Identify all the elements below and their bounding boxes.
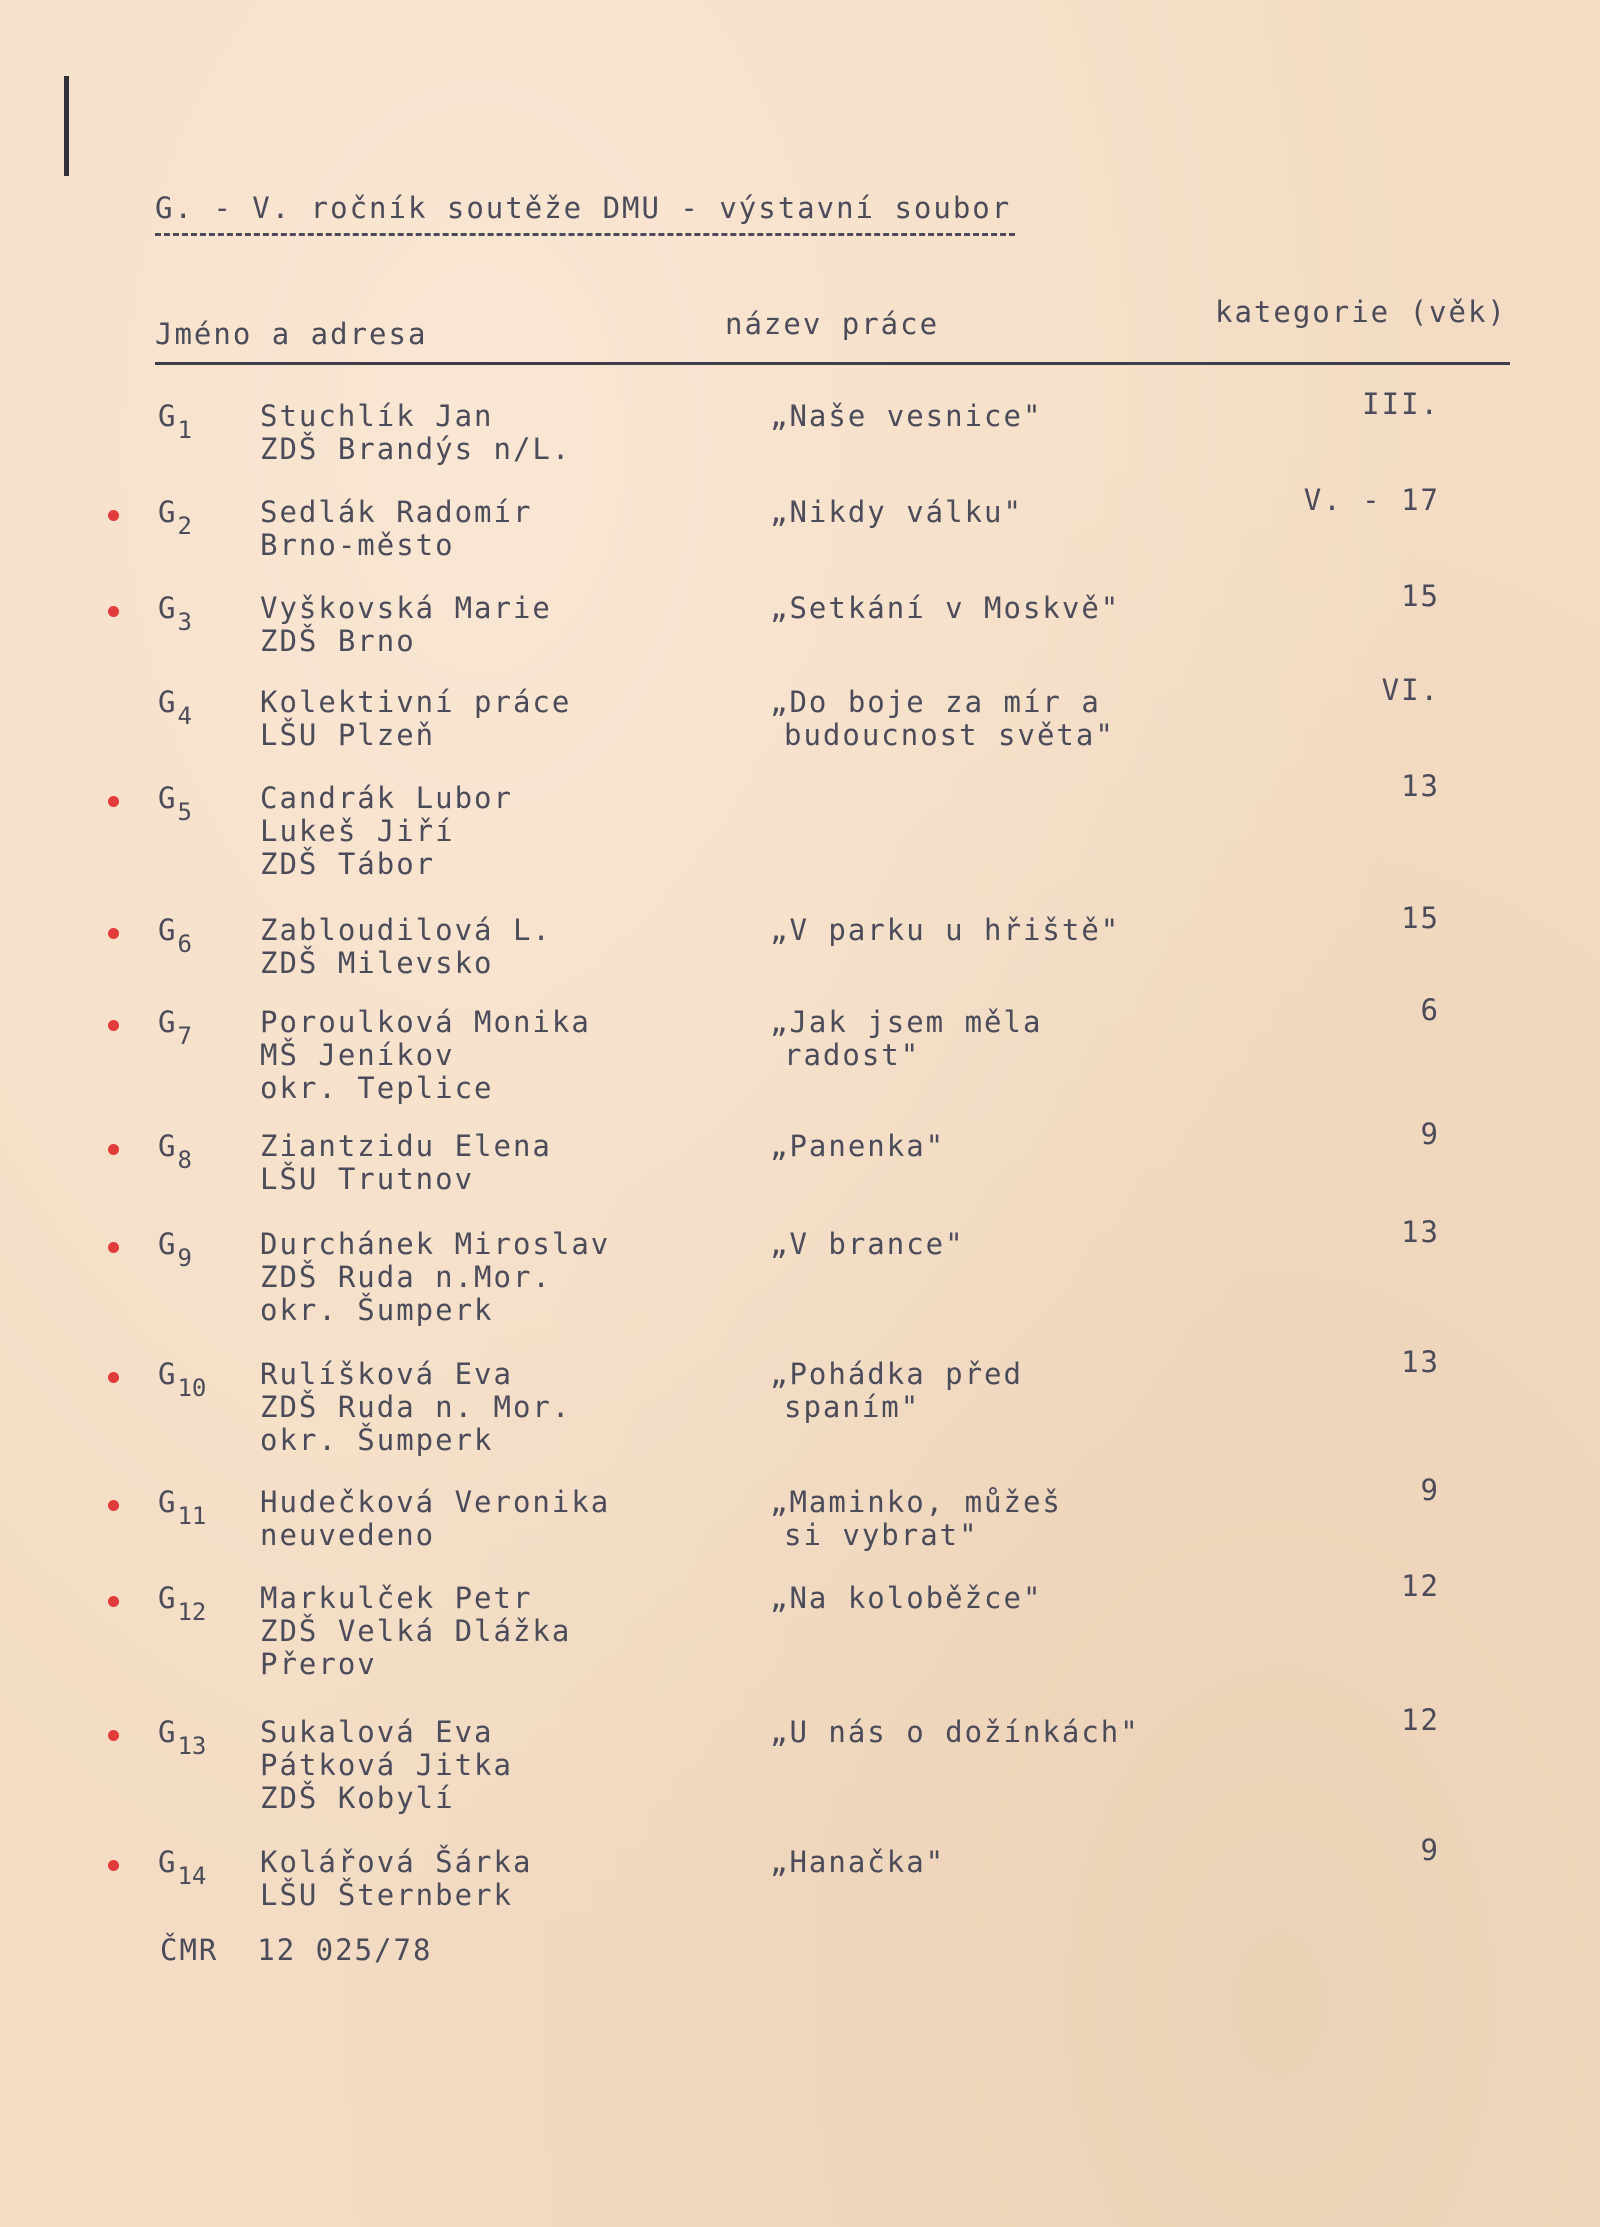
entry-work-line: „Nikdy válku" [770, 495, 1023, 529]
entry-name-line: Poroulková Monika [260, 1005, 591, 1039]
entry-code-number: 7 [177, 1022, 192, 1050]
entry-category: VI. [1381, 673, 1440, 707]
entry-name-line: okr. Šumperk [260, 1293, 494, 1327]
entry-work-line: radost" [784, 1038, 921, 1072]
entry-code [158, 914, 192, 961]
entry-work-line: „Jak jsem měla [770, 1005, 1043, 1039]
entry-work-title [770, 496, 1023, 529]
entry-name-line: Zabloudilová L. [260, 913, 552, 947]
entry-name-line: Durchánek Miroslav [260, 1227, 611, 1261]
entry-code [158, 592, 192, 639]
entry-name-address [260, 400, 571, 466]
red-dot-marker [108, 1730, 119, 1741]
entry-category: 9 [1420, 1473, 1440, 1507]
entry-work-line: „V parku u hřiště" [770, 913, 1121, 947]
entry-work-line: „Pohádka před [770, 1357, 1023, 1391]
entry-code-number: 1 [177, 416, 192, 444]
entry-name-line: Pátková Jitka [260, 1748, 513, 1782]
entry-work-title [770, 1716, 1140, 1749]
entry-work-title [770, 914, 1120, 947]
header-rule [155, 362, 1510, 365]
red-dot-marker [108, 796, 119, 807]
red-dot-marker [108, 1372, 119, 1383]
entry-name-address [260, 914, 552, 980]
entry-code [158, 1130, 192, 1177]
entry-code-number: 4 [177, 702, 192, 730]
entry-name-line: LŠU Šternberk [260, 1878, 513, 1912]
margin-bar [64, 76, 69, 176]
entry-code-number: 11 [177, 1502, 207, 1530]
entry-name-line: ZDŠ Milevsko [260, 946, 494, 980]
entry-name-line: Stuchlík Jan [260, 399, 494, 433]
entry-category: 13 [1401, 1345, 1440, 1379]
column-header-work-title: název práce [725, 307, 940, 341]
entry-name-line: Sedlák Radomír [260, 495, 533, 529]
entry-code-letter: G [158, 913, 178, 947]
entry-work-line: „Panenka" [770, 1129, 946, 1163]
entry-code-letter: G [158, 781, 178, 815]
entry-code-letter: G [158, 399, 178, 433]
entry-category: 9 [1420, 1117, 1440, 1151]
entry-code-number: 12 [177, 1598, 207, 1626]
entry-name-line: ZDŠ Ruda n.Mor. [260, 1260, 552, 1294]
entry-work-line: „Maminko, můžeš [770, 1485, 1062, 1519]
entry-name-line: Markulček Petr [260, 1581, 533, 1615]
entry-category: 9 [1420, 1833, 1440, 1867]
entry-work-title [770, 1486, 1062, 1552]
entry-name-line: Vyškovská Marie [260, 591, 552, 625]
entry-name-line: Ziantzidu Elena [260, 1129, 552, 1163]
entry-code-number: 3 [177, 608, 192, 636]
column-header-name-address: Jméno a adresa [155, 317, 428, 351]
entry-work-title [770, 1582, 1042, 1615]
entry-category: III. [1362, 387, 1440, 421]
entry-name-line: ZDŠ Brno [260, 624, 416, 658]
document-title: G. - V. ročník soutěže DMU - výstavní soubor [155, 191, 1012, 225]
entry-code [158, 496, 192, 543]
entry-work-line: si vybrat" [784, 1518, 979, 1552]
entry-code [158, 1582, 206, 1629]
entry-name-line: Lukeš Jiří [260, 814, 455, 848]
entry-name-line: ZDŠ Tábor [260, 847, 436, 881]
entry-work-line: „Hanačka" [770, 1845, 946, 1879]
entry-code-letter: G [158, 1357, 178, 1391]
red-dot-marker [108, 510, 119, 521]
entry-work-title [770, 686, 1115, 752]
entry-name-line: Rulíšková Eva [260, 1357, 513, 1391]
entry-code-number: 14 [177, 1862, 207, 1890]
entry-work-line: „Naše vesnice" [770, 399, 1043, 433]
entry-name-line: LŠU Trutnov [260, 1162, 475, 1196]
entry-code-number: 13 [177, 1732, 207, 1760]
red-dot-marker [108, 1020, 119, 1031]
entry-name-line: ZDŠ Brandýs n/L. [260, 432, 572, 466]
entry-code [158, 1358, 206, 1405]
entry-work-line: „Do boje za mír a [770, 685, 1101, 719]
entry-code-number: 5 [177, 798, 192, 826]
entry-name-line: Hudečková Veronika [260, 1485, 611, 1519]
title-underline [155, 233, 1015, 236]
entry-name-line: Kolektivní práce [260, 685, 572, 719]
entry-name-line: LŠU Plzeň [260, 718, 436, 752]
entry-name-line: okr. Šumperk [260, 1423, 494, 1457]
entry-code-letter: G [158, 1581, 178, 1615]
entry-work-title [770, 1846, 945, 1879]
entry-code [158, 1228, 192, 1275]
entry-category: 13 [1401, 769, 1440, 803]
red-dot-marker [108, 1500, 119, 1511]
entry-category: 12 [1401, 1569, 1440, 1603]
entry-work-line: „V brance" [770, 1227, 965, 1261]
entry-code [158, 686, 192, 733]
entry-name-address [260, 1582, 571, 1681]
column-header-category: kategorie (věk) [1215, 295, 1507, 329]
entry-code [158, 400, 192, 447]
entry-code [158, 1846, 206, 1893]
entry-category: V. - 17 [1303, 483, 1440, 517]
entry-name-line: ZDŠ Ruda n. Mor. [260, 1390, 572, 1424]
entry-code-number: 9 [177, 1244, 192, 1272]
entry-name-line: Přerov [260, 1647, 377, 1681]
red-dot-marker [108, 1860, 119, 1871]
entry-work-line: „U nás o dožínkách" [770, 1715, 1140, 1749]
entry-name-address [260, 592, 552, 658]
entry-name-address [260, 686, 571, 752]
entry-name-line: Brno-město [260, 528, 455, 562]
entry-work-line: „Setkání v Moskvě" [770, 591, 1121, 625]
entry-work-title [770, 1130, 945, 1163]
entry-code-number: 6 [177, 930, 192, 958]
entry-category: 13 [1401, 1215, 1440, 1249]
entry-code-letter: G [158, 1129, 178, 1163]
entry-code [158, 1716, 206, 1763]
entry-name-address [260, 1716, 513, 1815]
red-dot-marker [108, 1144, 119, 1155]
entry-name-address [260, 1228, 610, 1327]
entry-work-title [770, 400, 1042, 433]
entry-code-letter: G [158, 1005, 178, 1039]
entry-code-letter: G [158, 1485, 178, 1519]
entry-name-address [260, 1130, 552, 1196]
entry-code-letter: G [158, 495, 178, 529]
entry-name-line: neuvedeno [260, 1518, 436, 1552]
entry-name-address [260, 1846, 532, 1912]
entry-work-title [770, 592, 1120, 625]
entry-code-letter: G [158, 1845, 178, 1879]
red-dot-marker [108, 1242, 119, 1253]
red-dot-marker [108, 1596, 119, 1607]
entry-work-line: budoucnost světa" [784, 718, 1115, 752]
red-dot-marker [108, 928, 119, 939]
entry-name-line: Sukalová Eva [260, 1715, 494, 1749]
entry-name-address [260, 496, 532, 562]
entry-code-letter: G [158, 1715, 178, 1749]
entry-code-number: 10 [177, 1374, 207, 1402]
entry-name-line: Kolářová Šárka [260, 1845, 533, 1879]
entry-work-title [770, 1358, 1023, 1424]
red-dot-marker [108, 606, 119, 617]
entry-name-line: ZDŠ Kobylí [260, 1781, 455, 1815]
entry-code-letter: G [158, 1227, 178, 1261]
entry-name-line: okr. Teplice [260, 1071, 494, 1105]
entry-code-number: 2 [177, 512, 192, 540]
document-footer: ČMR 12 025/78 [160, 1933, 433, 1967]
entry-category: 12 [1401, 1703, 1440, 1737]
entry-name-address [260, 1486, 610, 1552]
entry-code-letter: G [158, 685, 178, 719]
entry-name-line: Candrák Lubor [260, 781, 513, 815]
entry-code-letter: G [158, 591, 178, 625]
entry-name-line: MŠ Jeníkov [260, 1038, 455, 1072]
entry-work-title [770, 1228, 965, 1261]
entry-name-address [260, 1358, 571, 1457]
entry-work-line: spaním" [784, 1390, 921, 1424]
entry-name-address [260, 1006, 591, 1105]
entry-category: 15 [1401, 579, 1440, 613]
entry-name-address [260, 782, 513, 881]
entry-work-title [770, 1006, 1042, 1072]
entry-code [158, 1486, 206, 1533]
entry-category: 15 [1401, 901, 1440, 935]
entry-code-number: 8 [177, 1146, 192, 1174]
entry-code [158, 782, 192, 829]
entry-category: 6 [1420, 993, 1440, 1027]
entry-code [158, 1006, 192, 1053]
entry-name-line: ZDŠ Velká Dlážka [260, 1614, 572, 1648]
entry-work-line: „Na koloběžce" [770, 1581, 1043, 1615]
